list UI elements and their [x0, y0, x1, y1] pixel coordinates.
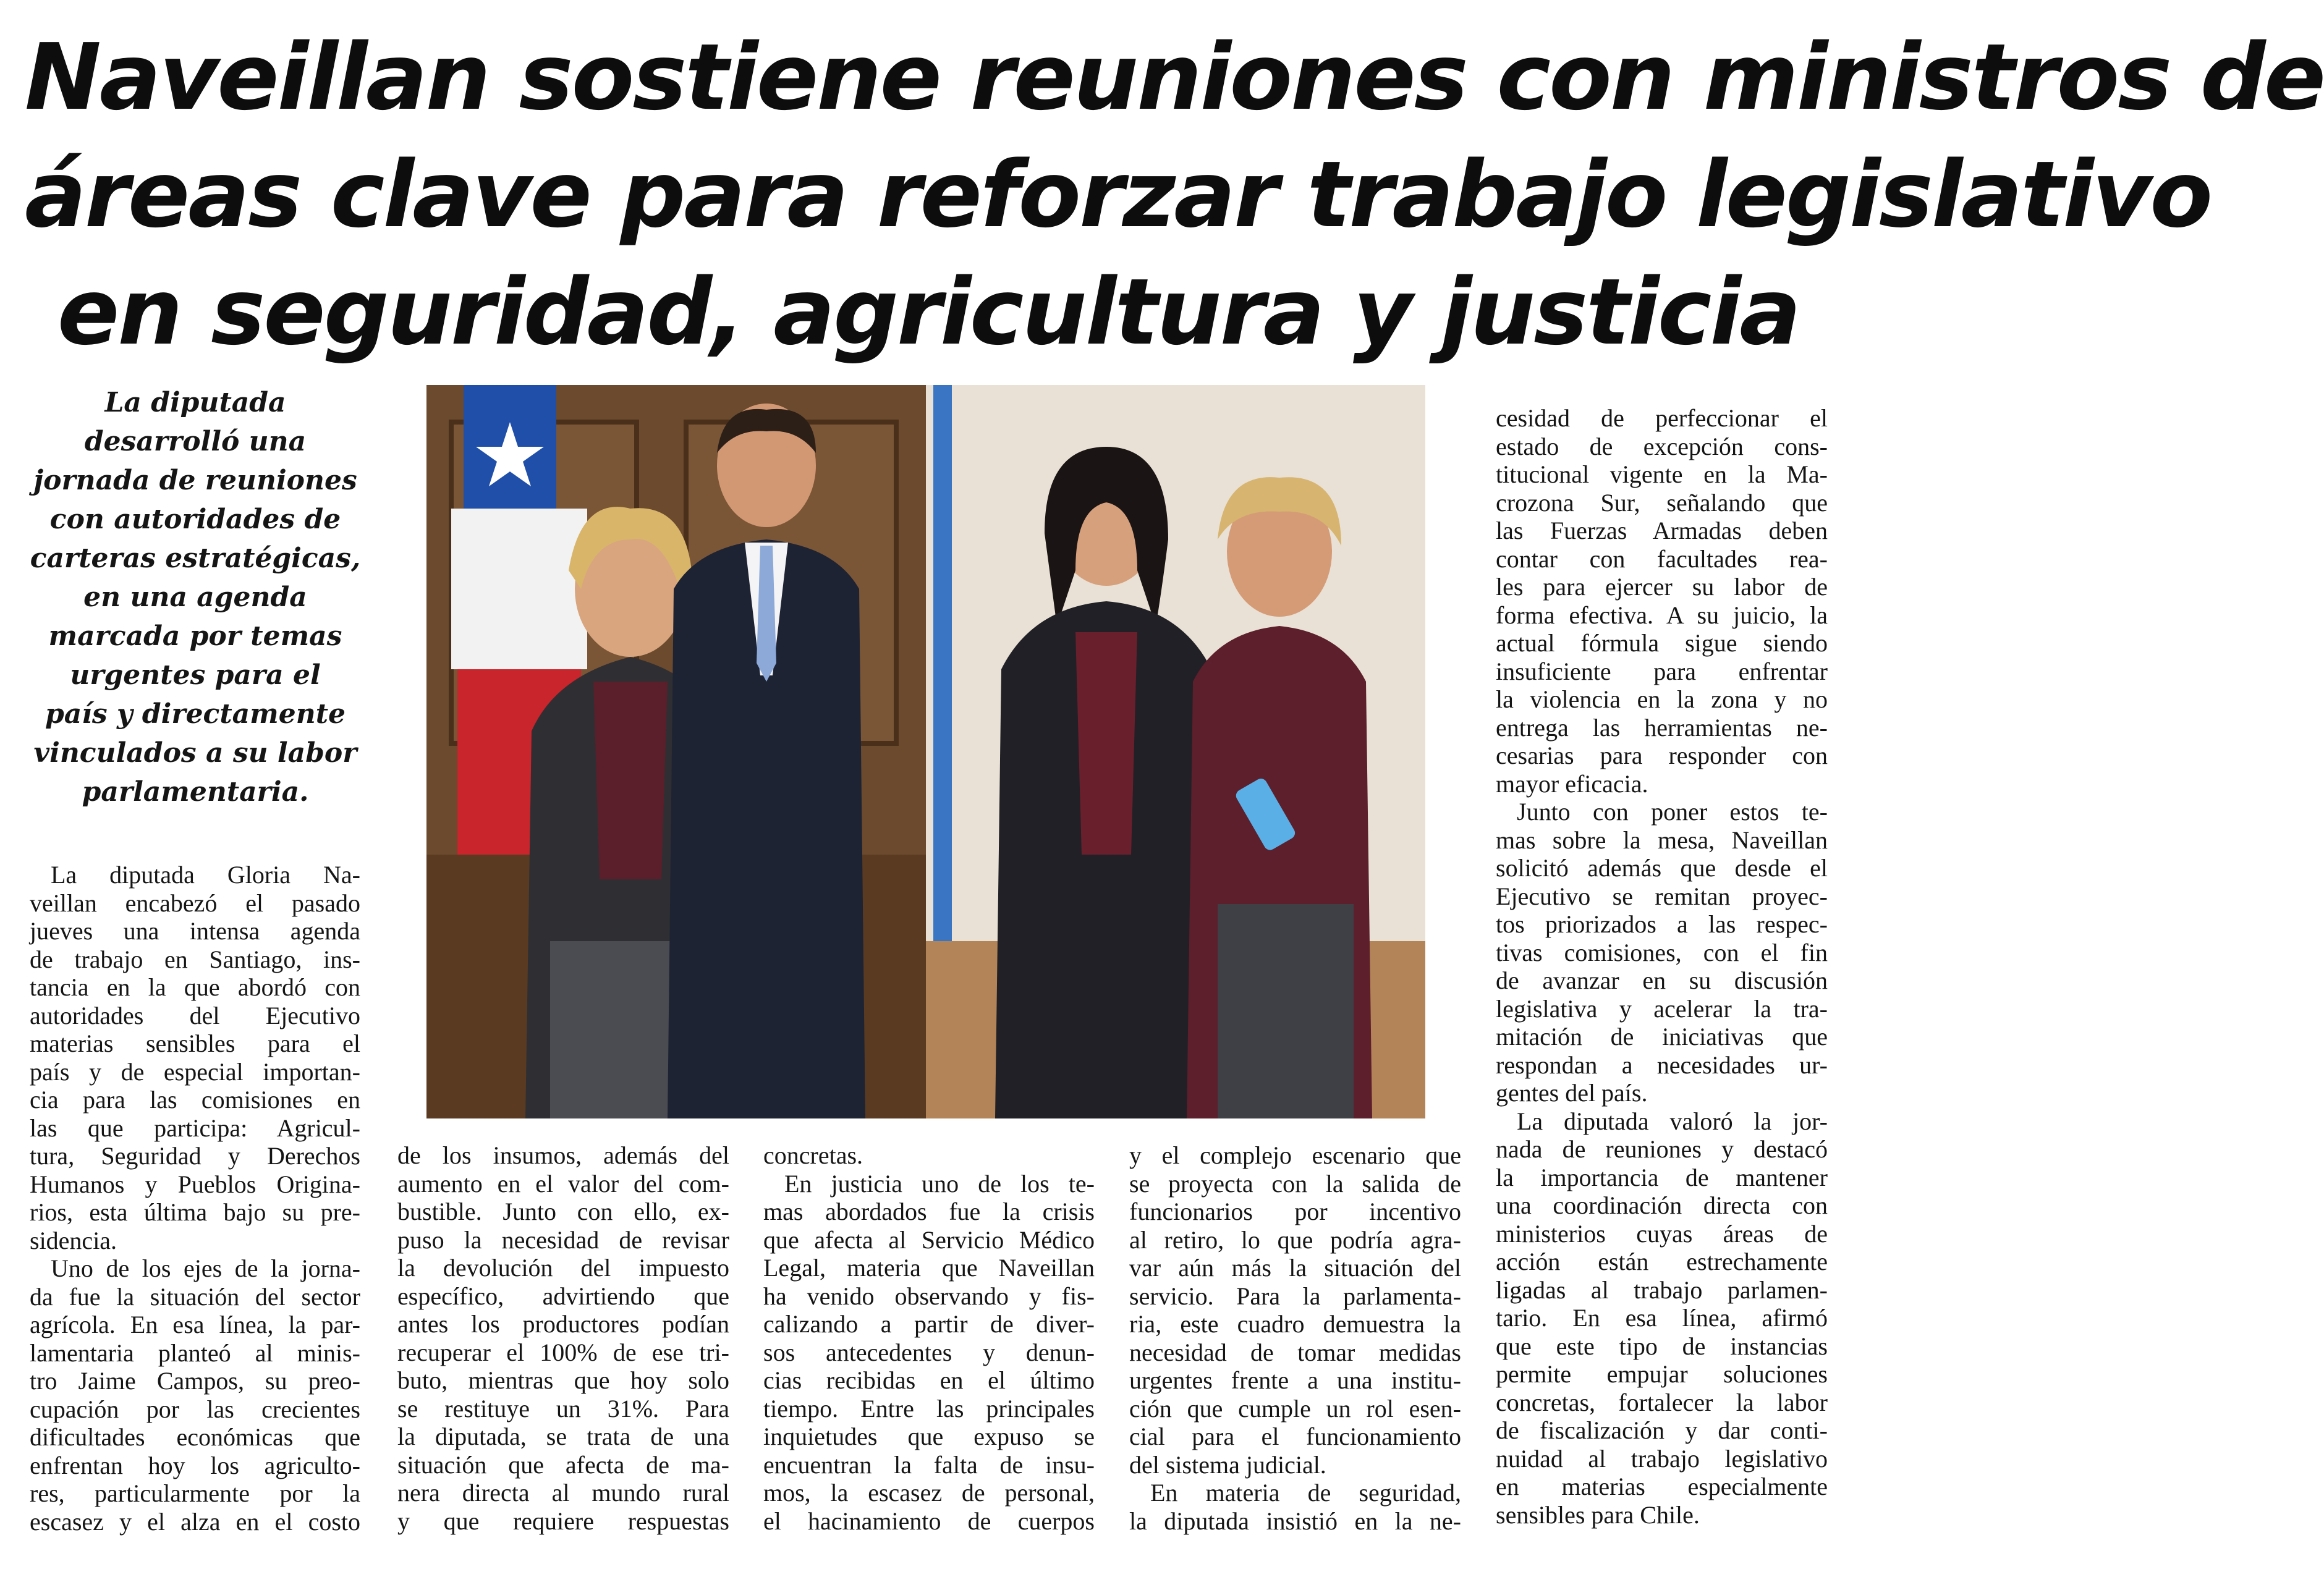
text-line: les para ejercer su labor de — [1496, 573, 1828, 601]
text-line: cupación por las crecientes — [30, 1395, 360, 1423]
deck-line: país y directamente — [45, 698, 346, 730]
text-line: recuperar el 100% de ese tri- — [397, 1338, 729, 1366]
text-line: da fue la situación del sector — [30, 1282, 360, 1311]
text-line: ministerios cuyas áreas de — [1496, 1219, 1828, 1248]
text-line: mas abordados fue la crisis — [763, 1198, 1095, 1225]
text-line: Humanos y Pueblos Origina- — [30, 1170, 360, 1198]
deck-line: urgentes para el — [70, 659, 321, 691]
text-line: ción que cumple un rol esen- — [1129, 1394, 1461, 1423]
text-line: nuidad al trabajo legislativo — [1496, 1444, 1828, 1473]
text-line: las que participa: Agricul- — [30, 1114, 360, 1142]
deck-line: vinculados a su labor — [33, 737, 357, 769]
text-line: servicio. Para la parlamenta- — [1129, 1282, 1461, 1310]
text-line: tos priorizados a las respec- — [1496, 910, 1828, 938]
blue-curtain — [933, 385, 952, 941]
text-line: contar con facultades rea- — [1496, 544, 1828, 573]
text-line: materias sensibles para el — [30, 1029, 360, 1057]
text-line: del sistema judicial. — [1129, 1450, 1326, 1479]
text-line: forma efectiva. A su juicio, la — [1496, 601, 1828, 629]
deck-line: La diputada — [104, 387, 286, 418]
deck-line: jornada de reuniones — [33, 465, 357, 496]
text-line: la diputada, se trata de una — [397, 1423, 729, 1450]
text-line: estado de excepción cons- — [1496, 432, 1828, 460]
text-line: crozona Sur, señalando que — [1496, 488, 1828, 517]
text-line: escasez y el alza en el costo — [30, 1507, 360, 1536]
deck-line: parlamentaria. — [82, 776, 309, 808]
column-3 — [763, 1141, 1095, 1535]
text-line: solicitó además que desde el — [1496, 854, 1828, 882]
text-line: agrícola. En esa línea, la par- — [30, 1311, 360, 1338]
text-line: concretas, fortalecer la labor — [1496, 1388, 1828, 1416]
headline-line: áreas clave para reforzar trabajo legislativo — [25, 142, 2212, 248]
text-line: legislativa y acelerar la tra- — [1496, 994, 1828, 1023]
text-line: puso la necesidad de revisar — [397, 1225, 729, 1254]
text-line: país y de especial importan- — [30, 1057, 360, 1086]
text-line: específico, advirtiendo que — [397, 1282, 729, 1310]
text-line: tro Jaime Campos, su preo- — [30, 1367, 360, 1395]
headline-line: Naveillan sostiene reuniones con ministros de — [25, 24, 2324, 130]
text-line: entrega las herramientas ne- — [1496, 713, 1828, 742]
text-line: enfrentan hoy los agriculto- — [30, 1451, 360, 1479]
text-line: buto, mientras que hoy solo — [397, 1366, 729, 1394]
text-line: Legal, materia que Naveillan — [763, 1254, 1095, 1282]
text-line: tiempo. Entre las principales — [763, 1394, 1095, 1423]
text-line: veillan encabezó el pasado — [30, 889, 360, 917]
text-line: inquietudes que expuso se — [763, 1423, 1095, 1450]
text-line: cia para las comisiones en — [30, 1086, 360, 1114]
text-line: se restituye un 31%. Para — [397, 1394, 729, 1423]
text-line: funcionarios por incentivo — [1129, 1198, 1461, 1225]
text-line: encuentran la falta de insu- — [763, 1450, 1095, 1479]
text-line: que este tipo de instancias — [1496, 1332, 1828, 1360]
deck-line: desarrolló una — [84, 426, 307, 457]
deck-line: carteras estratégicas, — [30, 543, 361, 574]
text-line: tancia en la que abordó con — [30, 973, 360, 1001]
text-line: y que requiere respuestas — [397, 1507, 729, 1535]
text-line: la diputada insistió en la ne- — [1129, 1507, 1461, 1535]
text-line: Uno de los ejes de la jorna- — [51, 1254, 360, 1282]
column-5 — [1496, 404, 1828, 1529]
text-line: nera directa al mundo rural — [397, 1479, 729, 1507]
text-line: ligadas al trabajo parlamen- — [1496, 1275, 1828, 1304]
text-line: sidencia. — [30, 1226, 117, 1254]
text-line: Junto con poner estos te- — [1517, 798, 1828, 826]
text-line: la violencia en la zona y no — [1496, 685, 1828, 713]
text-line: el hacinamiento de cuerpos — [763, 1507, 1095, 1535]
text-line: de fiscalización y dar conti- — [1496, 1416, 1828, 1444]
text-line: autoridades del Ejecutivo — [30, 1001, 360, 1029]
text-line: necesidad de tomar medidas — [1129, 1338, 1461, 1366]
text-line: ria, este cuadro demuestra la — [1129, 1310, 1461, 1338]
text-line: tario. En esa línea, afirmó — [1496, 1304, 1828, 1332]
column-2 — [397, 1141, 729, 1535]
text-line: acción están estrechamente — [1496, 1248, 1828, 1275]
text-line: tivas comisiones, con el fin — [1496, 938, 1828, 966]
text-line: respondan a necesidades ur- — [1496, 1051, 1828, 1079]
text-line: una coordinación directa con — [1496, 1191, 1828, 1219]
text-line: mos, la escasez de personal, — [763, 1479, 1095, 1507]
deck-line: marcada por temas — [48, 620, 342, 652]
text-line: mitación de iniciativas que — [1496, 1023, 1828, 1051]
text-line: urgentes frente a una institu- — [1129, 1366, 1461, 1394]
text-line: insuficiente para enfrentar — [1496, 657, 1828, 685]
column-1 — [30, 861, 360, 1536]
text-line: gentes del país. — [1496, 1079, 1648, 1107]
text-line: jueves una intensa agenda — [30, 917, 360, 945]
text-line: La diputada Gloria Na- — [51, 861, 360, 889]
text-line: lamentaria planteó al minis- — [30, 1338, 360, 1367]
text-line: de trabajo en Santiago, ins- — [30, 945, 360, 973]
text-line: permite empujar soluciones — [1496, 1360, 1828, 1388]
text-line: bustible. Junto con ello, ex- — [397, 1198, 729, 1225]
text-line: res, particularmente por la — [30, 1479, 360, 1507]
text-line: var aún más la situación del — [1129, 1254, 1461, 1282]
text-line: En justicia uno de los te- — [784, 1169, 1095, 1198]
text-line: cias recibidas en el último — [763, 1366, 1095, 1394]
text-line: y el complejo escenario que — [1129, 1141, 1461, 1169]
text-line: dificultades económicas que — [30, 1423, 360, 1451]
text-line: titucional vigente en la Ma- — [1496, 460, 1828, 488]
column-4 — [1129, 1141, 1461, 1535]
text-line: cesarias para responder con — [1496, 742, 1828, 769]
headline — [25, 19, 2324, 371]
text-line: cesidad de perfeccionar el — [1496, 404, 1828, 432]
deck-line: con autoridades de — [49, 504, 341, 535]
text-line: al retiro, lo que podría agra- — [1129, 1225, 1461, 1254]
text-line: de avanzar en su discusión — [1496, 966, 1828, 994]
text-line: En materia de seguridad, — [1150, 1479, 1461, 1507]
deck-line: en una agenda — [83, 581, 307, 613]
text-line: actual fórmula sigue siendo — [1496, 629, 1828, 657]
text-line: ha venido observando y fis- — [763, 1282, 1095, 1310]
text-line: la importancia de mantener — [1496, 1163, 1828, 1191]
text-line: concretas. — [763, 1141, 863, 1169]
text-line: la devolución del impuesto — [397, 1254, 729, 1282]
text-line: las Fuerzas Armadas deben — [1496, 517, 1828, 544]
text-line: mayor eficacia. — [1496, 769, 1648, 798]
headline-line: en seguridad, agricultura y justicia — [57, 259, 1800, 365]
text-line: aumento en el valor del com- — [397, 1169, 729, 1198]
text-line: se proyecta con la salida de — [1129, 1169, 1461, 1198]
text-line: calizando a partir de diver- — [763, 1310, 1095, 1338]
text-line: de los insumos, además del — [397, 1141, 729, 1169]
text-line: sensibles para Chile. — [1496, 1500, 1700, 1529]
text-line: rios, esta última bajo su pre- — [30, 1198, 360, 1226]
text-line: antes los productores podían — [397, 1310, 729, 1338]
text-line: situación que afecta de ma- — [397, 1450, 729, 1479]
deck-subheadline — [26, 383, 365, 811]
news-photo — [426, 385, 1425, 1118]
photo-illustration — [426, 385, 1425, 1118]
text-line: nada de reuniones y destacó — [1496, 1135, 1828, 1163]
text-line: tura, Seguridad y Derechos — [30, 1142, 360, 1170]
text-line: La diputada valoró la jor- — [1517, 1107, 1828, 1135]
text-line: sos antecedentes y denun- — [763, 1338, 1095, 1366]
text-line: que afecta al Servicio Médico — [763, 1225, 1095, 1254]
text-line: mas sobre la mesa, Naveillan — [1496, 826, 1828, 854]
text-line: en materias especialmente — [1496, 1473, 1828, 1500]
text-line: cial para el funcionamiento — [1129, 1423, 1461, 1450]
text-line: Ejecutivo se remitan proyec- — [1496, 882, 1828, 910]
